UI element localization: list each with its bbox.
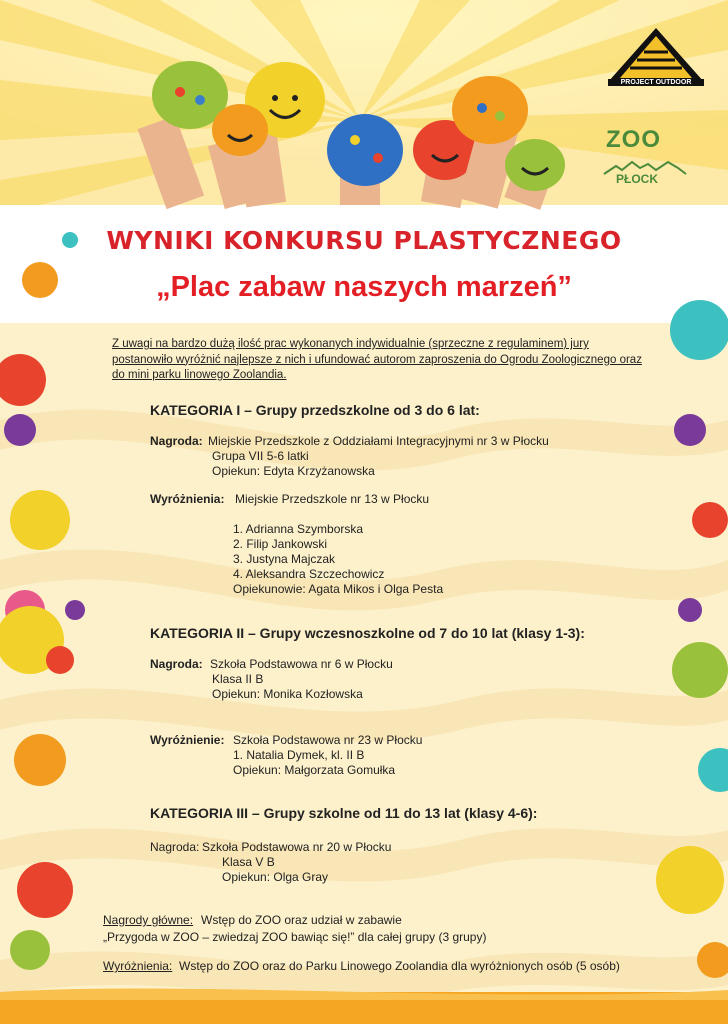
category-3-prize-line1: Szkoła Podstawowa nr 20 w Płocku: [202, 840, 392, 854]
category-1-guardians: Opiekunowie: Agata Mikos i Olga Pesta: [233, 582, 444, 596]
category-2-distinction-label: Wyróżnienie:: [150, 733, 225, 747]
list-item: 1. Natalia Dymek, kl. II B: [233, 748, 365, 762]
category-1-prize-label: Nagroda:: [150, 434, 203, 448]
category-2-distinction-school: Szkoła Podstawowa nr 23 w Płocku: [233, 733, 423, 747]
zoo-city-text: PŁOCK: [616, 172, 658, 186]
category-2-prize-line2: Klasa II B: [212, 672, 264, 686]
category-1-prize-line1: Miejskie Przedszkole z Oddziałami Integracyjnymi nr 3 w Płocku: [208, 434, 549, 448]
category-1-distinctions-school: Miejskie Przedszkole nr 13 w Płocku: [235, 492, 430, 506]
category-1-heading: KATEGORIA I – Grupy przedszkolne od 3 do 6 lat:: [150, 402, 480, 418]
category-2-prize-label: Nagroda:: [150, 657, 203, 671]
project-outdoor-text: PROJECT OUTDOOR: [608, 79, 704, 86]
category-3-heading: KATEGORIA III – Grupy szkolne od 11 do 13 lat (klasy 4-6):: [150, 805, 538, 821]
list-item: 3. Justyna Majczak: [233, 552, 336, 566]
zoo-logo-text: ZOO: [606, 126, 661, 153]
distinctions-label: Wyróżnienia:: [103, 959, 173, 973]
page-title: WYNIKI KONKURSU PLASTYCZNEGO: [106, 226, 622, 255]
list-item: 4. Aleksandra Szczechowicz: [233, 567, 385, 581]
category-1-distinctions-label: Wyróżnienia:: [150, 492, 225, 506]
list-item: 1. Adrianna Szymborska: [233, 522, 364, 536]
category-3-prize-label: Nagroda:: [150, 840, 200, 854]
project-outdoor-logo: [604, 26, 708, 90]
distinctions-text: Wstęp do ZOO oraz do Parku Linowego Zoolandia dla wyróżnionych osób (5 osób): [179, 959, 620, 973]
main-prizes-text-2: „Przygoda w ZOO – zwiedzaj ZOO bawiąc się!” dla całej grupy (3 grupy): [103, 930, 487, 944]
category-3-prize-line2: Klasa V B: [222, 855, 275, 869]
page-subtitle: „Plac zabaw naszych marzeń”: [156, 271, 572, 303]
category-1-prize-line2: Grupa VII 5-6 latki: [212, 449, 309, 463]
list-item: 2. Filip Jankowski: [233, 537, 328, 551]
category-2-heading: KATEGORIA II – Grupy wczesnoszkolne od 7 do 10 lat (klasy 1-3):: [150, 625, 585, 641]
main-prizes-label: Nagrody główne:: [103, 913, 194, 927]
intro-text: Z uwagi na bardzo dużą ilość prac wykonanych indywidualnie (sprzeczne z regulaminem) jury postanowiło wyróżnić najlepsze z nich i ufundować autorom zaproszenia do Ogrodu Zoologicznego oraz do mini parku linowego Zoolandia.: [112, 338, 642, 381]
category-2-prize-line1: Szkoła Podstawowa nr 6 w Płocku: [210, 657, 393, 671]
category-2-distinction-guardian: Opiekun: Małgorzata Gomułka: [233, 763, 396, 777]
category-2-prize-line3: Opiekun: Monika Kozłowska: [212, 687, 363, 701]
category-1-prize-line3: Opiekun: Edyta Krzyżanowska: [212, 464, 375, 478]
zoo-plock-logo: [602, 126, 688, 190]
main-prizes-text: Wstęp do ZOO oraz udział w zabawie: [201, 913, 402, 927]
category-3-prize-line3: Opiekun: Olga Gray: [222, 870, 329, 884]
